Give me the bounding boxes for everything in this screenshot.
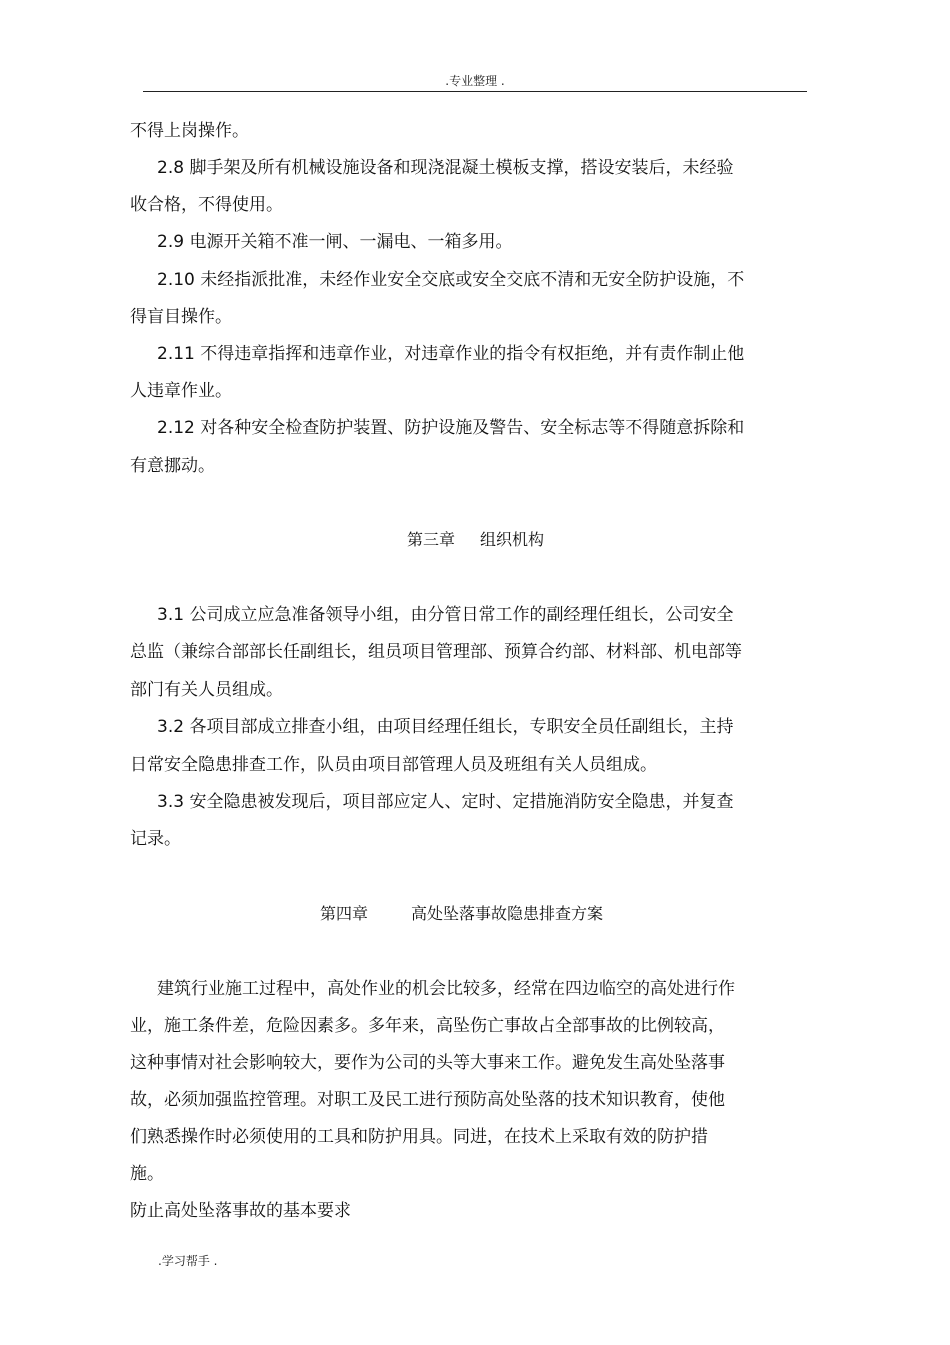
text-line: 故，必须加强监控管理。对职工及民工进行预防高处坠落的技术知识教育，使他	[130, 1090, 725, 1110]
text-line: 收合格，不得使用。	[130, 195, 283, 215]
text-line: 得盲目操作。	[130, 307, 232, 327]
text-line: 2.12 对各种安全检查防护装置、防护设施及警告、安全标志等不得随意拆除和	[157, 418, 745, 438]
text-line: 有意挪动。	[130, 456, 215, 476]
chapter-title: 高处坠落事故隐患排查方案	[411, 904, 604, 923]
subheading: 防止高处坠落事故的基本要求	[130, 1201, 351, 1221]
header-rule	[143, 91, 807, 92]
chapter-number: 第三章	[407, 530, 456, 549]
text-line: 2.10 未经指派批准，未经作业安全交底或安全交底不清和无安全防护设施，不	[157, 270, 745, 290]
text-line: 2.8 脚手架及所有机械设施设备和现浇混凝土模板支撑，搭设安装后，未经验	[157, 158, 734, 178]
text-line: 人违章作业。	[130, 381, 232, 401]
text-line: 部门有关人员组成。	[130, 680, 283, 700]
text-line: 3.3 安全隐患被发现后，项目部应定人、定时、定措施消防安全隐患，并复查	[157, 792, 734, 812]
text-line: 日常安全隐患排查工作，队员由项目部管理人员及班组有关人员组成。	[130, 755, 657, 775]
text-line: 3.2 各项目部成立排查小组，由项目经理任组长，专职安全员任副组长，主持	[157, 717, 734, 737]
chapter-heading	[320, 904, 603, 924]
text-line: 2.9 电源开关箱不准一闸、一漏电、一箱多用。	[157, 232, 513, 252]
text-line: 建筑行业施工过程中，高处作业的机会比较多，经常在四边临空的高处进行作	[157, 979, 735, 999]
text-line: 施。	[130, 1164, 164, 1184]
text-line: 不得上岗操作。	[130, 121, 249, 141]
text-line: 们熟悉操作时必须使用的工具和防护用具。同进，在技术上采取有效的防护措	[130, 1127, 708, 1147]
page-footer: .学习帮手 .	[158, 1254, 218, 1268]
text-line: 3.1 公司成立应急准备领导小组，由分管日常工作的副经理任组长，公司安全	[157, 605, 734, 625]
text-line: 业，施工条件差，危险因素多。多年来，高坠伤亡事故占全部事故的比例较高，	[130, 1016, 725, 1036]
text-line: 2.11 不得违章指挥和违章作业，对违章作业的指令有权拒绝，并有责作制止他	[157, 344, 745, 364]
chapter-heading	[407, 530, 544, 550]
text-line: 总监（兼综合部部长任副组长，组员项目管理部、预算合约部、材料部、机电部等	[130, 642, 742, 662]
text-line: 记录。	[130, 829, 181, 849]
page-header: .专业整理 .	[445, 74, 505, 88]
text-line: 这种事情对社会影响较大，要作为公司的头等大事来工作。避免发生高处坠落事	[130, 1053, 725, 1073]
chapter-number: 第四章	[320, 904, 369, 923]
chapter-title: 组织机构	[480, 530, 545, 549]
